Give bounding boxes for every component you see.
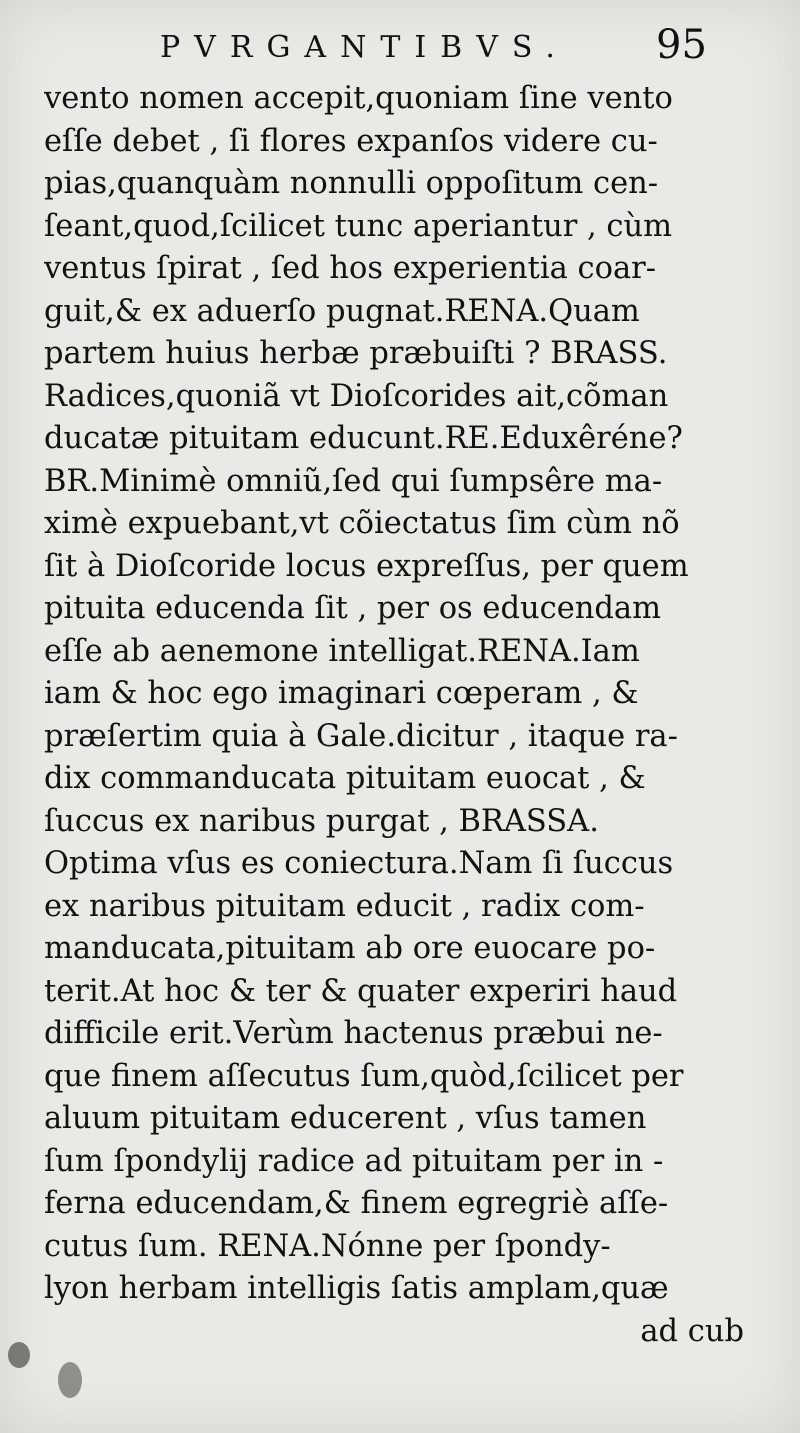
text-line: guit,& ex aduerſo pugnat.RENA.Quam xyxy=(44,293,640,329)
text-line: ſit à Dioſcoride locus expreſſus, per quem xyxy=(44,548,689,584)
text-line: manducata,pituitam ab ore euocare po- xyxy=(44,931,656,966)
ink-smudge xyxy=(8,1342,30,1368)
text-line: præſertim quia à Gale.dicitur , itaque ra- xyxy=(44,718,678,754)
text-line: aluum pituitam educerent , vſus tamen xyxy=(44,1101,647,1136)
ink-smudge xyxy=(58,1362,82,1398)
body-text xyxy=(44,78,744,1353)
text-line: ex naribus pituitam educit , radix com- xyxy=(44,888,645,924)
text-line: Optima vſus es coniectura.Nam ſi ſuccus xyxy=(44,846,674,881)
text-line: iam & hoc ego imaginari cœperam , & xyxy=(44,676,639,711)
text-line: terit.At hoc & ter & quater experiri haud xyxy=(44,973,678,1009)
text-line: vento nomen accepit,quoniam ſine vento xyxy=(44,81,673,116)
text-line: pias,quanquàm nonnulli oppoſitum cen- xyxy=(44,166,659,201)
text-line: pituita educenda ſit , per os educendam xyxy=(44,591,662,626)
page-number: 95 xyxy=(656,22,707,68)
text-line: Radices,quoniã vt Dioſcorides ait,cõman xyxy=(44,378,669,414)
text-line: eſſe ab aenemone intelligat.RENA.Iam xyxy=(44,633,640,669)
text-line: ſum ſpondylij radice ad pituitam per in - xyxy=(44,1143,664,1179)
text-line: ſeant,quod,ſcilicet tunc aperiantur , cùm xyxy=(44,208,673,244)
text-line: ducatæ pituitam educunt.RE.Eduxêréne? xyxy=(44,421,683,456)
text-line: BR.Minimè omniũ,ſed qui ſumpsêre ma- xyxy=(44,463,663,499)
text-line: eſſe debet , ſi flores expanſos videre cu- xyxy=(44,123,658,159)
text-line: lyon herbam intelligis ſatis amplam,quæ xyxy=(44,1271,669,1306)
text-line: partem huius herbæ præbuiſti ? BRASS. xyxy=(44,336,668,371)
text-line: que finem aſſecutus ſum,quòd,ſcilicet per xyxy=(44,1058,684,1094)
text-line: difficile erit.Verùm hactenus præbui ne- xyxy=(44,1016,663,1051)
text-line: ſuccus ex naribus purgat , BRASSA. xyxy=(44,803,599,839)
text-line: cutus ſum. RENA.Nónne per ſpondy- xyxy=(44,1228,611,1264)
text-line: ferna educendam,& finem egregriè aſſe- xyxy=(44,1186,669,1221)
text-line: dix commanducata pituitam euocat , & xyxy=(44,761,646,796)
text-line: ventus ſpirat , ſed hos experientia coar- xyxy=(44,251,657,286)
text-line: ximè expuebant,vt cõiectatus ſim cùm nõ xyxy=(44,506,680,541)
catchword: ad cub xyxy=(640,1313,744,1349)
running-title: PVRGANTIBVS. xyxy=(160,30,569,65)
